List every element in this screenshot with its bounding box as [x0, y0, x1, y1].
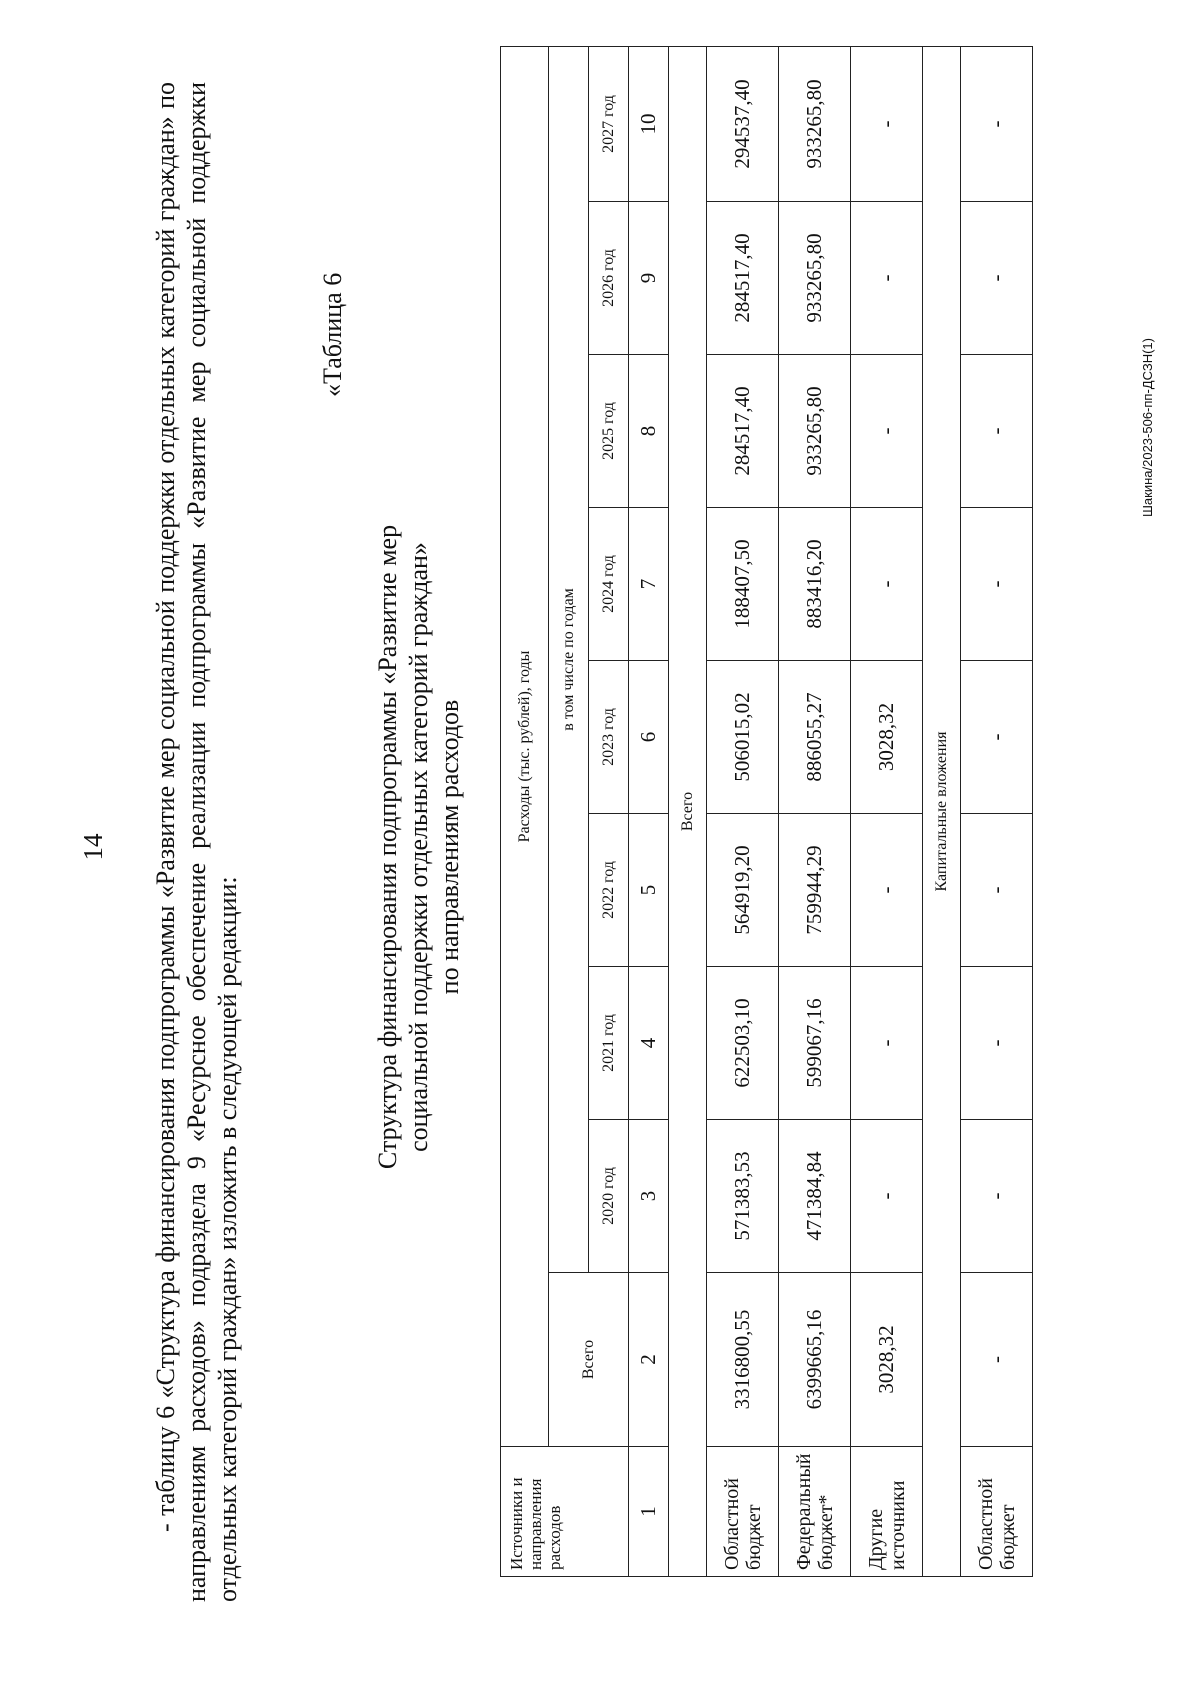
row-value: - [961, 46, 1033, 201]
table-row [851, 46, 923, 1576]
row-value: - [961, 508, 1033, 661]
column-number: 7 [629, 508, 669, 661]
row-value: 933265,80 [779, 46, 851, 201]
row-value: - [961, 355, 1033, 508]
year-header: 2027 год [589, 46, 629, 201]
row-source: Областной бюджет [707, 1447, 779, 1577]
row-value: 933265,80 [779, 355, 851, 508]
title-line: Структура финансирования подпрограммы «Развитие мер [373, 524, 402, 1170]
row-value: 506015,02 [707, 661, 779, 814]
header-by-year: в том числе по годам [549, 46, 589, 1272]
header-expenses: Расходы (тыс. рублей), годы [501, 46, 549, 1446]
section-capital: Капитальные вложения [923, 46, 961, 1576]
column-number: 2 [629, 1273, 669, 1447]
year-header: 2023 год [589, 661, 629, 814]
row-value: - [961, 661, 1033, 814]
row-source: Федеральный бюджет* [779, 1447, 851, 1577]
year-header: 2025 год [589, 355, 629, 508]
row-value: - [851, 508, 923, 661]
table-row [779, 46, 851, 1576]
row-value: - [961, 967, 1033, 1120]
row-value: 284517,40 [707, 202, 779, 355]
title-line: по направлениям расходов [435, 699, 464, 995]
table-title [372, 297, 465, 1397]
row-value: - [961, 814, 1033, 967]
row-value: - [851, 355, 923, 508]
row-value: 471384,84 [779, 1120, 851, 1273]
column-number: 6 [629, 661, 669, 814]
row-source: Другие источники [851, 1447, 923, 1577]
row-value: 294537,40 [707, 46, 779, 201]
table-row [961, 46, 1033, 1576]
row-value: 3028,32 [851, 1273, 923, 1447]
year-header: 2022 год [589, 814, 629, 967]
column-number: 1 [629, 1447, 669, 1577]
row-value: - [851, 46, 923, 201]
row-value: 3028,32 [851, 661, 923, 814]
table-row [707, 46, 779, 1576]
financing-table [500, 46, 1033, 1577]
row-value: - [851, 1120, 923, 1273]
row-value: 3316800,55 [707, 1273, 779, 1447]
row-value: 883416,20 [779, 508, 851, 661]
row-value: 599067,16 [779, 967, 851, 1120]
row-value: - [851, 202, 923, 355]
header-total: Всего [549, 1273, 629, 1447]
column-number: 4 [629, 967, 669, 1120]
year-header: 2021 год [589, 967, 629, 1120]
column-number: 5 [629, 814, 669, 967]
column-number: 10 [629, 46, 669, 201]
page-number: 14 [78, 833, 108, 861]
row-value: - [851, 967, 923, 1120]
intro-paragraph: - таблицу 6 «Структура финансирования подпрограммы «Развитие мер социальной поддержки отдельных категорий граждан» по направлениям расходов» подраздела 9 «Ресурсное обеспечение реализации подпрограммы «Развитие мер социальной поддержки отдельных категорий граждан» изложить в следующей редакции: [151, 82, 242, 1602]
row-value: 6399665,16 [779, 1273, 851, 1447]
row-value: - [851, 814, 923, 967]
row-value: - [961, 1273, 1033, 1447]
row-source: Областной бюджет [961, 1447, 1033, 1577]
section-total: Всего [669, 46, 707, 1576]
row-value: 564919,20 [707, 814, 779, 967]
table-label: «Таблица 6 [318, 272, 347, 397]
title-line: социальной поддержки отдельных категорий граждан» [404, 542, 433, 1152]
row-value: 284517,40 [707, 355, 779, 508]
footer-code: Шакина/2023-506-пп-ДСЗН(1) [1140, 338, 1155, 517]
row-value: 886055,27 [779, 661, 851, 814]
row-value: 622503,10 [707, 967, 779, 1120]
column-number: 9 [629, 202, 669, 355]
row-value: - [961, 202, 1033, 355]
column-number: 3 [629, 1120, 669, 1273]
year-header: 2026 год [589, 202, 629, 355]
column-number: 8 [629, 355, 669, 508]
row-value: 933265,80 [779, 202, 851, 355]
row-value: 571383,53 [707, 1120, 779, 1273]
year-header: 2020 год [589, 1120, 629, 1273]
row-value: 188407,50 [707, 508, 779, 661]
row-value: - [961, 1120, 1033, 1273]
year-header: 2024 год [589, 508, 629, 661]
header-source: Источники и направления расходов [501, 1447, 629, 1577]
row-value: 759944,29 [779, 814, 851, 967]
